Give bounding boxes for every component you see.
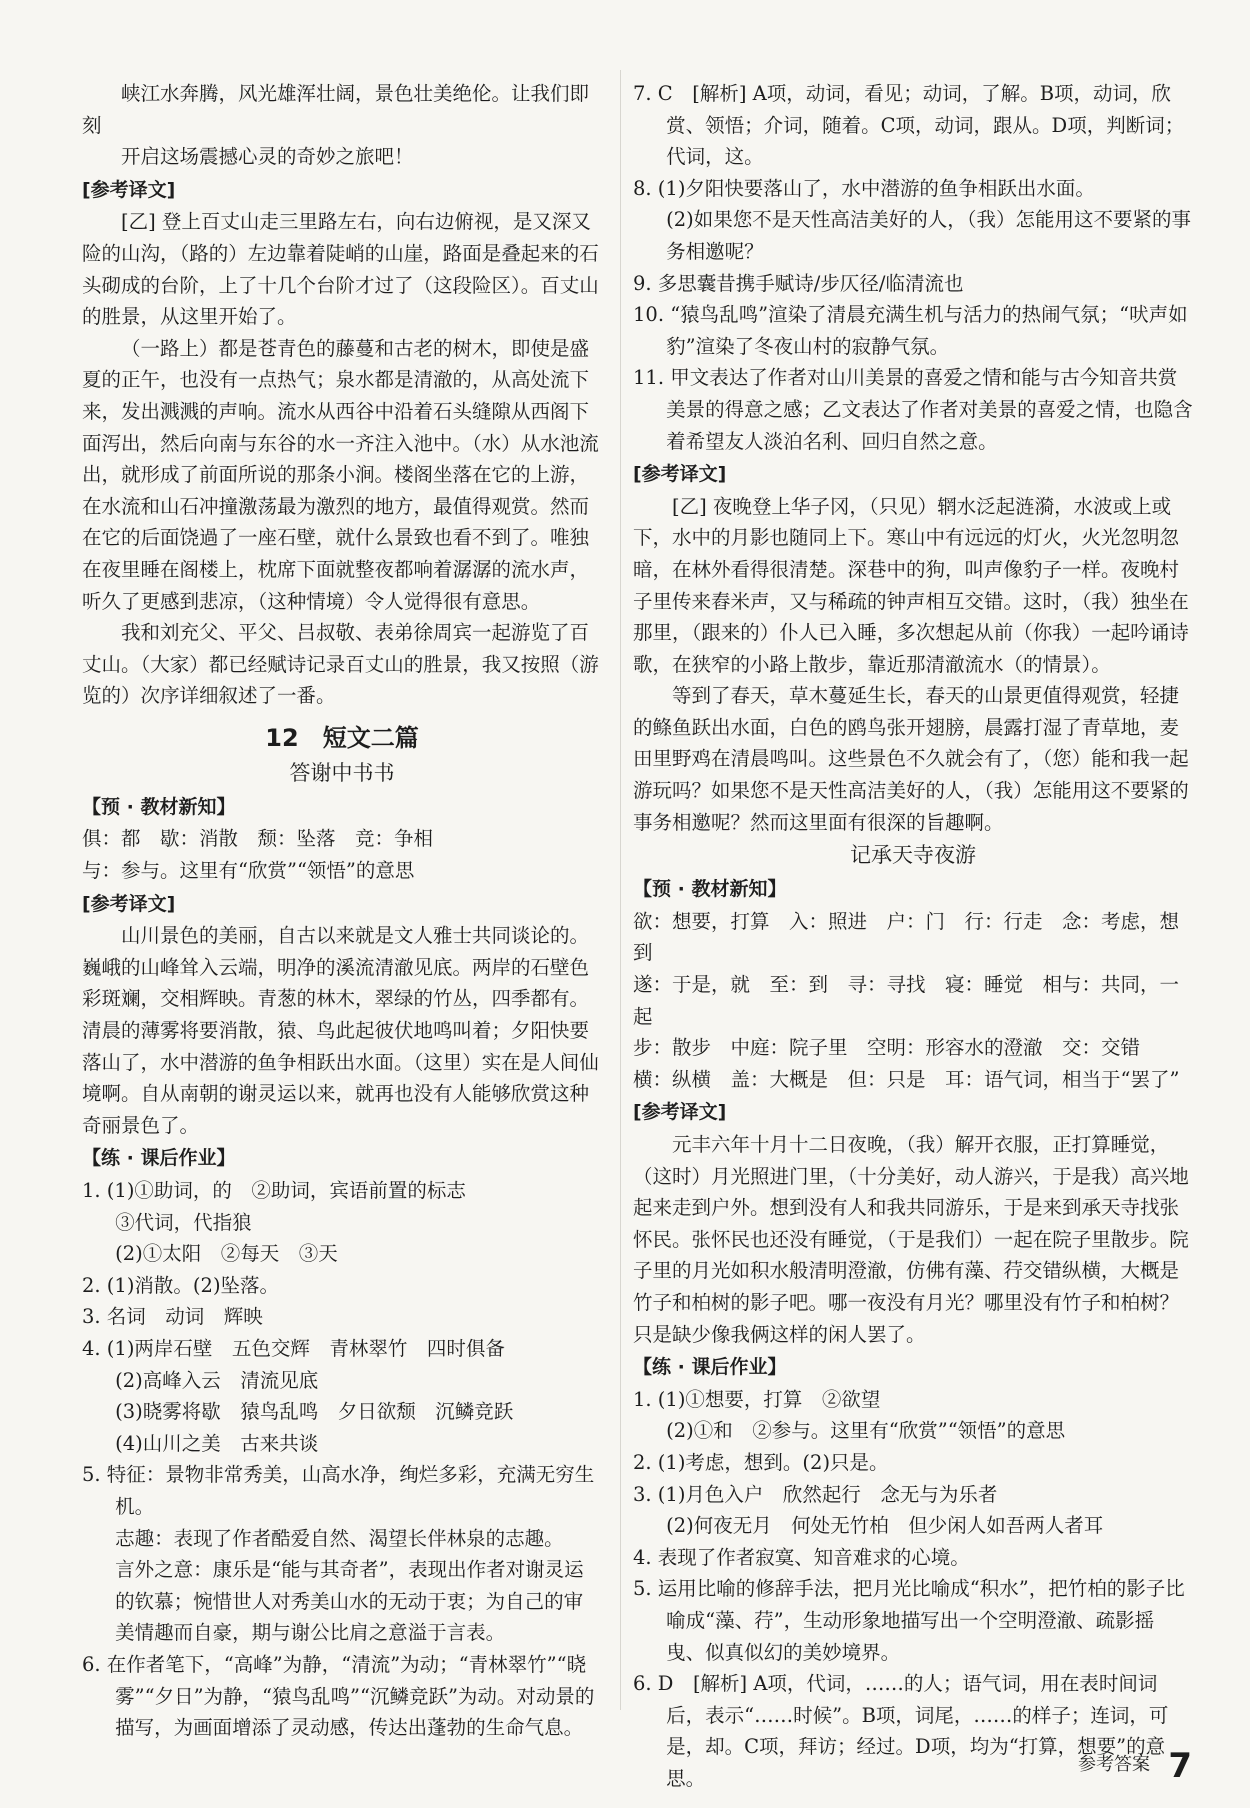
lesson-title: 12 短文二篇 <box>265 723 419 752</box>
vocab-line: 欲：想要，打算 入：照进 户：门 行：行走 念：考虑，想到 <box>633 909 1180 965</box>
answer-item: 志趣：表现了作者酷爱自然、渴望长伴林泉的志趣。 <box>115 1526 564 1550</box>
article-title: 记承天寺夜游 <box>850 843 976 868</box>
answer-item: 4. (1)两岸石壁 五色交辉 青林翠竹 四时俱备 <box>82 1336 505 1360</box>
vocab-line: 与：参与。这里有“欣赏”“领悟”的意思 <box>82 859 415 883</box>
preview-heading: 【预 · 教材新知】 <box>82 795 236 818</box>
answer-item: 9. 多思囊昔携手赋诗/步仄径/临清流也 <box>633 271 964 295</box>
answer-item: 5. 特征：景物非常秀美，山高水净，绚烂多彩，充满无穷生机。 <box>82 1463 595 1518</box>
answer-item: 6. D [解析] A项，代词，……的人；语气词，用在表时间词后，表示“……时候”。B项，词尾，……的样子；连词，可是，却。C项，拜访；经过。D项，均为“打算，想要”的意思。 <box>633 1672 1169 1790</box>
intro-line: 开启这场震撼心灵的奇妙之旅吧！ <box>121 145 414 169</box>
reference-translation-heading: [参考译文] <box>633 463 727 486</box>
reference-translation-heading: [参考译文] <box>633 1101 727 1124</box>
answer-item: 10. “猿鸟乱鸣”渲染了清晨充满生机与活力的热闹气氛；“吠声如豹”渲染了冬夜山村的寂静气氛。 <box>633 303 1188 358</box>
answer-item: (2)①和 ②参与。这里有“欣赏”“领悟”的意思 <box>666 1419 1066 1443</box>
answer-item: 6. 在作者笔下，“高峰”为静，“清流”为动；“青林翠竹”“晓雾”“夕日”为静，“猿鸟乱鸣”“沉鳞竞跃”为动。对动景的描写，为画面增添了灵动感，传达出蓬勃的生命气息。 <box>82 1652 595 1740</box>
answer-item: 2. (1)考虑，想到。(2)只是。 <box>633 1450 889 1474</box>
reference-translation-heading: [参考译文] <box>82 892 176 915</box>
reference-translation-heading: [参考译文] <box>82 178 176 201</box>
answer-item: 11. 甲文表达了作者对山川美景的喜爱之情和能与古今知音共赏美景的得意之感；乙文表达了作者对美景的喜爱之情，也隐含着希望友人淡泊名利、回归自然之意。 <box>633 366 1193 453</box>
answer-item: (2)高峰入云 清流见底 <box>115 1368 319 1392</box>
article-title: 答谢中书书 <box>289 760 395 785</box>
translation-paragraph: 元丰六年十月十二日夜晚，（我）解开衣服，正打算睡觉，（这时）月光照进门里，（十分美好，动人游兴，于是我）高兴地起来走到户外。想到没有人和我共同游乐，于是来到承天寺找张怀民。张怀民也还没有睡觉，（于是我们）一起在院子里散步。院子里的月光如积水般清明澄澈，仿佛有藻、荇交错纵横，大概是竹子和柏树的影子吧。哪一夜没有月光？哪里没有竹子和柏树？只是缺少像我俩这样的闲人罢了。 <box>633 1133 1189 1346</box>
footer-label: 参考答案 <box>1078 1754 1150 1775</box>
translation-paragraph: 我和刘充父、平父、吕叔敬、表弟徐周宾一起游览了百丈山。（大家）都已经赋诗记录百丈山的胜景，我又按照（游览的）次序详细叙述了一番。 <box>82 621 599 708</box>
vocab-line: 遂：于是，就 至：到 寻：寻找 寝：睡觉 相与：共同，一起 <box>633 973 1180 1028</box>
answer-item: (3)晓雾将歇 猿鸟乱鸣 夕日欲颓 沉鳞竞跃 <box>115 1400 514 1424</box>
translation-paragraph: （一路上）都是苍青色的藤蔓和古老的树木，即使是盛夏的正午，也没有一点热气；泉水都是清澈的，从高处流下来，发出溅溅的声响。流水从西谷中沿着石头缝隙从西阁下面泻出，然后向南与东谷的水一齐注入池中。（水）从水池流出，就形成了前面所说的那条小涧。楼阁坐落在它的上游，在水流和山石冲撞激荡最为激烈的地方，最值得观赏。然而在它的后面饶過了一座石壁，就什么景致也看不到了。唯独在夜里睡在阁楼上，枕席下面就整夜都响着潺潺的流水声，听久了更感到悲凉，（这种情境）令人觉得很有意思。 <box>82 336 599 613</box>
answer-item: 7. C [解析] A项，动词，看见；动词，了解。B项，动词，欣赏、领悟；介词，随着。C项，动词，跟从。D项，判断词；代词，这。 <box>633 82 1185 169</box>
answer-item: 4. 表现了作者寂寞、知音难求的心境。 <box>633 1545 970 1569</box>
homework-heading: 【练 · 课后作业】 <box>633 1356 787 1379</box>
translation-paragraph: 等到了春天，草木蔓延生长，春天的山景更值得观赏，轻捷的鲦鱼跃出水面，白色的鸥鸟张开翅膀，晨露打湿了青草地，麦田里野鸡在清晨鸣叫。这些景色不久就会有了，（您）能和我一起游玩吗？如果您不是天性高洁美好的人，（我）怎能用这不要紧的事务相邀呢？然而这里面有很深的旨趣啊。 <box>633 684 1189 834</box>
intro-line: 峡江水奔腾，风光雄浑壮阔，景色壮美绝伦。让我们即刻 <box>82 82 590 137</box>
left-column <box>82 78 602 1744</box>
homework-heading: 【练 · 课后作业】 <box>82 1147 236 1170</box>
answer-item: 2. (1)消散。(2)坠落。 <box>82 1273 280 1297</box>
answer-item: 言外之意：康乐是“能与其奇者”，表现出作者对谢灵运的钦慕；惋惜世人对秀美山水的无动于衷；为自己的审美情趣而自豪，期与谢公比肩之意溢于言表。 <box>115 1558 584 1645</box>
answer-item: 3. 名词 动词 辉映 <box>82 1305 263 1329</box>
right-column <box>633 78 1193 1794</box>
answer-item: (2)①太阳 ②每天 ③天 <box>115 1242 338 1266</box>
answer-item: 1. (1)①想要，打算 ②欲望 <box>633 1387 881 1411</box>
answer-item: ③代词，代指狼 <box>115 1210 252 1234</box>
preview-heading: 【预 · 教材新知】 <box>633 878 787 901</box>
answer-item: 3. (1)月色入户 欣然起行 念无与为乐者 <box>633 1482 998 1506</box>
vocab-line: 步：散步 中庭：院子里 空明：形容水的澄澈 交：交错 <box>633 1036 1141 1060</box>
answer-item: 8. (1)夕阳快要落山了，水中潜游的鱼争相跃出水面。 <box>633 176 1095 200</box>
answer-item: 1. (1)①助词，的 ②助词，宾语前置的标志 <box>82 1179 466 1202</box>
answer-item: (4)山川之美 古来共谈 <box>115 1431 319 1455</box>
column-divider <box>620 70 621 1710</box>
translation-paragraph: [乙] 夜晚登上华子冈，（只见）辋水泛起涟漪，水波或上或下，水中的月影也随同上下。寒山中有远远的灯火，火光忽明忽暗，在林外看得很清楚。深巷中的狗，叫声像豹子一样。夜晚村子里传来舂米声，又与稀疏的钟声相互交错。这时，（我）独坐在那里，（跟来的）仆人已入睡，多次想起从前（你我）一起吟诵诗歌，在狭窄的小路上散步，靠近那清澈流水（的情景）。 <box>633 494 1189 676</box>
vocab-line: 横：纵横 盖：大概是 但：只是 耳：语气词，相当于“罢了” <box>633 1067 1180 1091</box>
page-number: 7 <box>1168 1746 1192 1786</box>
answer-item: 5. 运用比喻的修辞手法，把月光比喻成“积水”，把竹柏的影子比喻成“藻、荇”，生动形象地描写出一个空明澄澈、疏影摇曳、似真似幻的美妙境界。 <box>633 1577 1185 1664</box>
translation-paragraph: 山川景色的美丽，自古以来就是文人雅士共同谈论的。巍峨的山峰耸入云端，明净的溪流清澈见底。两岸的石壁色彩斑斓，交相辉映。青葱的林木，翠绿的竹丛，四季都有。清晨的薄雾将要消散，猿、鸟此起彼伏地鸣叫着；夕阳快要落山了，水中潜游的鱼争相跃出水面。（这里）实在是人间仙境啊。自从南朝的谢灵运以来，就再也没有人能够欣赏这种奇丽景色了。 <box>82 924 599 1137</box>
translation-paragraph: [乙] 登上百丈山走三里路左右，向右边俯视，是又深又险的山沟，（路的）左边靠着陡峭的山崖，路面是叠起来的石头砌成的台阶，上了十几个台阶才过了（这段险区）。百丈山的胜景，从这里开始了。 <box>82 210 599 329</box>
answer-item: (2)如果您不是天性高洁美好的人，（我）怎能用这不要紧的事务相邀呢？ <box>666 208 1192 263</box>
answer-item: (2)何夜无月 何处无竹柏 但少闲人如吾两人者耳 <box>666 1514 1104 1538</box>
vocab-line: 俱：都 歇：消散 颓：坠落 竞：争相 <box>82 827 434 851</box>
